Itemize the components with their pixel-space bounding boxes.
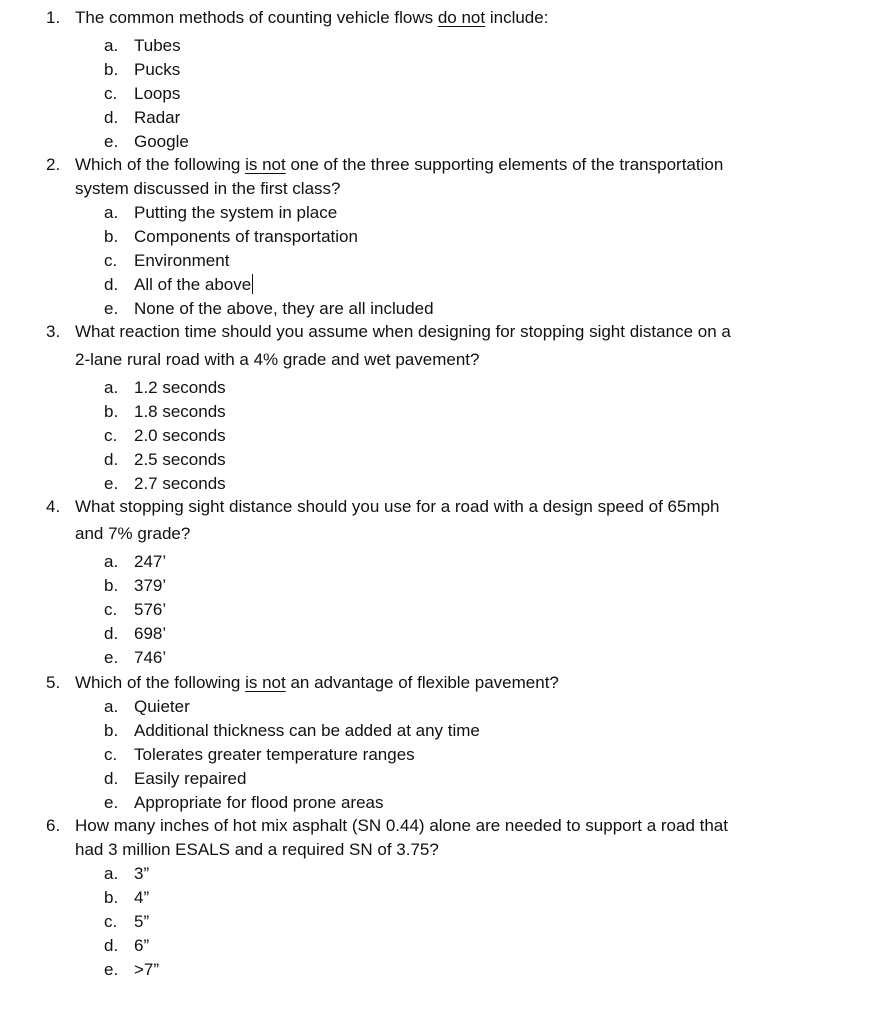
option-letter: a.: [104, 378, 119, 397]
option-text: Environment: [134, 251, 230, 270]
question-4: [0, 495, 896, 546]
option-text: 1.8 seconds: [134, 402, 226, 421]
question-5: [0, 671, 896, 695]
answer-option: [0, 886, 896, 910]
question-6: [0, 814, 896, 862]
option-letter: e.: [104, 474, 119, 493]
answer-option: [0, 719, 896, 743]
option-letter: a.: [104, 203, 119, 222]
answer-option: [0, 201, 896, 225]
underlined-emphasis: is not: [245, 155, 286, 174]
option-text: 2.0 seconds: [134, 426, 226, 445]
option-text: Google: [134, 132, 189, 151]
answer-option: [0, 550, 896, 574]
question-line: [0, 348, 896, 372]
answer-option: [0, 273, 896, 297]
option-letter: e.: [104, 793, 119, 812]
option-letter: c.: [104, 745, 118, 764]
option-letter: b.: [104, 888, 119, 907]
question-number: 6.: [46, 816, 61, 835]
answer-option: [0, 225, 896, 249]
answer-options-2: [0, 201, 896, 321]
option-text: Radar: [134, 108, 181, 127]
answer-options-4: [0, 550, 896, 670]
answer-option: [0, 910, 896, 934]
question-line: [0, 522, 896, 546]
answer-option: [0, 958, 896, 982]
answer-option: [0, 598, 896, 622]
underlined-emphasis: do not: [437, 8, 486, 27]
option-text: Loops: [134, 84, 181, 103]
question-line: [0, 6, 896, 30]
option-letter: d.: [104, 769, 119, 788]
option-text: None of the above, they are all included: [134, 299, 434, 318]
option-text: 576’: [134, 600, 167, 619]
answer-option: [0, 376, 896, 400]
question-number: 1.: [46, 8, 61, 27]
answer-option: [0, 646, 896, 670]
option-text: 1.2 seconds: [134, 378, 226, 397]
answer-option: [0, 130, 896, 154]
option-letter: a.: [104, 36, 119, 55]
option-text: >7”: [134, 960, 160, 979]
question-text: What stopping sight distance should you use for a road with a design speed of 65mph: [75, 497, 720, 516]
answer-option: [0, 34, 896, 58]
option-letter: c.: [104, 84, 118, 103]
answer-option: [0, 934, 896, 958]
answer-option: [0, 249, 896, 273]
answer-options-3: [0, 376, 896, 496]
option-text: 4”: [134, 888, 150, 907]
answer-option: [0, 424, 896, 448]
option-text: 698’: [134, 624, 167, 643]
question-2: [0, 153, 896, 201]
option-letter: d.: [104, 108, 119, 127]
question-number: 5.: [46, 673, 61, 692]
option-text: Quieter: [134, 697, 190, 716]
answer-option: [0, 622, 896, 646]
answer-option: [0, 297, 896, 321]
answer-options-6: [0, 862, 896, 982]
answer-option: [0, 400, 896, 424]
question-text: The common methods of counting vehicle flows do not include:: [75, 8, 549, 27]
answer-option: [0, 574, 896, 598]
option-letter: c.: [104, 251, 118, 270]
answer-options-5: [0, 695, 896, 815]
option-letter: d.: [104, 275, 119, 294]
question-number: 2.: [46, 155, 61, 174]
answer-option: [0, 791, 896, 815]
option-letter: c.: [104, 600, 118, 619]
option-text: Tolerates greater temperature ranges: [134, 745, 415, 764]
answer-option: [0, 82, 896, 106]
option-letter: d.: [104, 936, 119, 955]
option-letter: b.: [104, 227, 119, 246]
option-letter: b.: [104, 402, 119, 421]
option-text: All of the above: [134, 275, 252, 294]
option-text: 247’: [134, 552, 167, 571]
question-text-continued: 2-lane rural road with a 4% grade and wet pavement?: [75, 350, 480, 369]
question-text: Which of the following is not one of the three supporting elements of the transportation: [75, 155, 724, 174]
question-line: [0, 671, 896, 695]
option-text: Components of transportation: [134, 227, 358, 246]
answer-option: [0, 106, 896, 130]
question-line: [0, 495, 896, 519]
option-text: 6”: [134, 936, 150, 955]
question-text-continued: had 3 million ESALS and a required SN of 3.75?: [75, 840, 439, 859]
question-text: How many inches of hot mix asphalt (SN 0.44) alone are needed to support a road that: [75, 816, 728, 835]
option-letter: c.: [104, 912, 118, 931]
answer-option: [0, 695, 896, 719]
option-text: Pucks: [134, 60, 181, 79]
option-text: 2.7 seconds: [134, 474, 226, 493]
question-text: What reaction time should you assume when designing for stopping sight distance on a: [75, 322, 731, 341]
option-text: Appropriate for flood prone areas: [134, 793, 384, 812]
option-letter: b.: [104, 576, 119, 595]
question-number: 4.: [46, 497, 61, 516]
option-letter: e.: [104, 132, 119, 151]
answer-option: [0, 767, 896, 791]
option-letter: e.: [104, 648, 119, 667]
option-letter: a.: [104, 864, 119, 883]
question-line: [0, 177, 896, 201]
question-text: Which of the following is not an advantage of flexible pavement?: [75, 673, 559, 692]
answer-option: [0, 743, 896, 767]
question-line: [0, 814, 896, 838]
question-line: [0, 838, 896, 862]
question-3: [0, 320, 896, 372]
question-text-continued: and 7% grade?: [75, 524, 191, 543]
answer-option: [0, 472, 896, 496]
option-letter: e.: [104, 960, 119, 979]
option-letter: d.: [104, 450, 119, 469]
option-text: 2.5 seconds: [134, 450, 226, 469]
option-letter: a.: [104, 552, 119, 571]
option-letter: c.: [104, 426, 118, 445]
option-letter: b.: [104, 60, 119, 79]
option-text: 3”: [134, 864, 150, 883]
option-letter: b.: [104, 721, 119, 740]
text-cursor: [252, 274, 253, 294]
answer-options-1: [0, 34, 896, 154]
option-text: Easily repaired: [134, 769, 247, 788]
option-text: Tubes: [134, 36, 181, 55]
option-letter: a.: [104, 697, 119, 716]
question-number: 3.: [46, 322, 61, 341]
option-text: Putting the system in place: [134, 203, 338, 222]
question-text-continued: system discussed in the first class?: [75, 179, 341, 198]
underlined-emphasis: is not: [245, 673, 286, 692]
option-text: Additional thickness can be added at any time: [134, 721, 480, 740]
option-text: 5”: [134, 912, 150, 931]
question-1: [0, 6, 896, 30]
answer-option: [0, 862, 896, 886]
option-text: 379’: [134, 576, 167, 595]
answer-option: [0, 448, 896, 472]
question-line: [0, 320, 896, 344]
answer-option: [0, 58, 896, 82]
question-line: [0, 153, 896, 177]
option-text: 746’: [134, 648, 167, 667]
option-letter: e.: [104, 299, 119, 318]
option-letter: d.: [104, 624, 119, 643]
